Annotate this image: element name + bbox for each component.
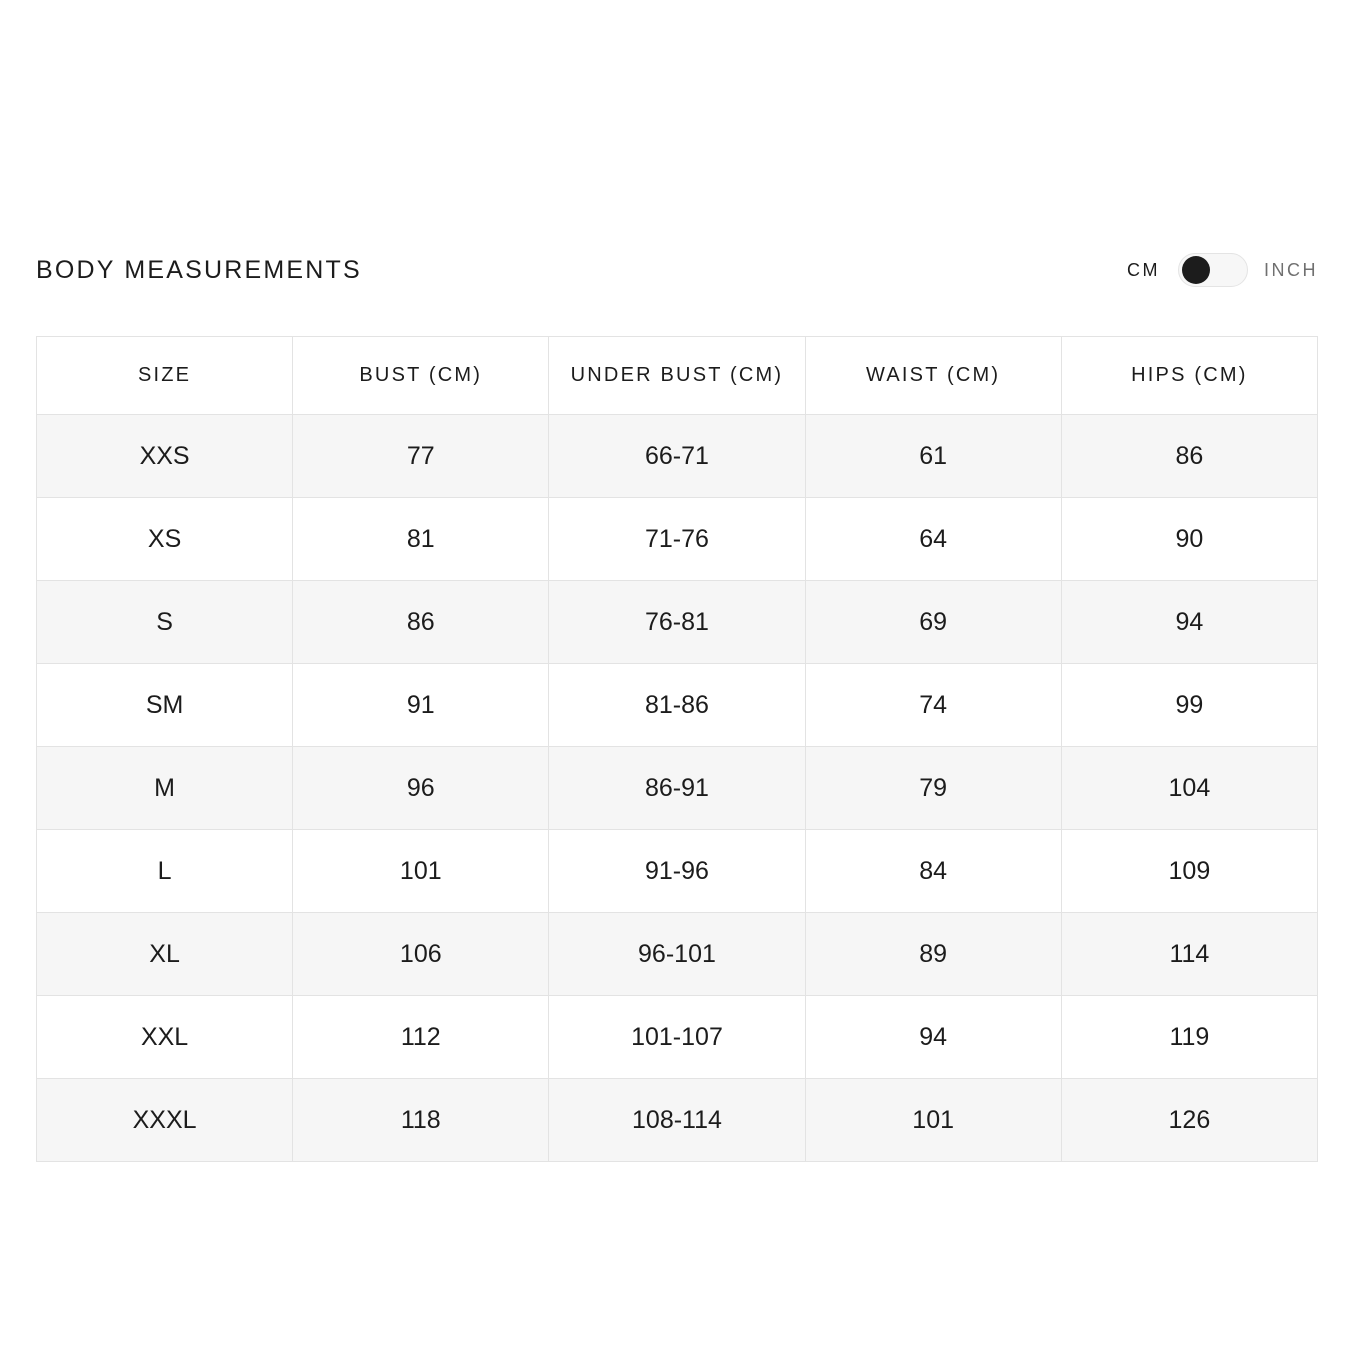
table-row [37, 1079, 1318, 1162]
cell-bust: 86 [293, 581, 549, 664]
cell-under-bust: 96-101 [549, 913, 805, 996]
cell-hips: 114 [1061, 913, 1317, 996]
cell-size: XXS [37, 415, 293, 498]
cell-waist: 69 [805, 581, 1061, 664]
cell-waist: 101 [805, 1079, 1061, 1162]
table-row [37, 913, 1318, 996]
cell-waist: 89 [805, 913, 1061, 996]
cell-waist: 84 [805, 830, 1061, 913]
cell-bust: 96 [293, 747, 549, 830]
cell-hips: 90 [1061, 498, 1317, 581]
column-header-size: SIZE [37, 337, 293, 415]
unit-label-inch[interactable]: INCH [1264, 259, 1318, 280]
cell-bust: 91 [293, 664, 549, 747]
unit-toggle [1127, 253, 1318, 287]
cell-size: XXL [37, 996, 293, 1079]
cell-size: XS [37, 498, 293, 581]
cell-size: L [37, 830, 293, 913]
cell-under-bust: 76-81 [549, 581, 805, 664]
page-title: BODY MEASUREMENTS [36, 255, 362, 284]
size-chart-table [36, 336, 1318, 1162]
table-row [37, 830, 1318, 913]
cell-under-bust: 91-96 [549, 830, 805, 913]
cell-bust: 112 [293, 996, 549, 1079]
unit-switch[interactable] [1178, 253, 1248, 287]
cell-bust: 77 [293, 415, 549, 498]
cell-size: SM [37, 664, 293, 747]
cell-hips: 109 [1061, 830, 1317, 913]
cell-size: XXXL [37, 1079, 293, 1162]
switch-knob [1182, 256, 1210, 284]
cell-hips: 126 [1061, 1079, 1317, 1162]
cell-waist: 79 [805, 747, 1061, 830]
cell-hips: 86 [1061, 415, 1317, 498]
column-header-waist: WAIST (CM) [805, 337, 1061, 415]
cell-waist: 74 [805, 664, 1061, 747]
table-row [37, 664, 1318, 747]
cell-bust: 101 [293, 830, 549, 913]
cell-size: S [37, 581, 293, 664]
table-header-row [37, 337, 1318, 415]
table-row [37, 996, 1318, 1079]
cell-hips: 94 [1061, 581, 1317, 664]
column-header-bust: BUST (CM) [293, 337, 549, 415]
cell-under-bust: 108-114 [549, 1079, 805, 1162]
cell-hips: 119 [1061, 996, 1317, 1079]
cell-under-bust: 86-91 [549, 747, 805, 830]
measurements-header [36, 248, 1318, 292]
table-row [37, 498, 1318, 581]
column-header-under-bust: UNDER BUST (CM) [549, 337, 805, 415]
table-row [37, 415, 1318, 498]
table-row [37, 747, 1318, 830]
cell-under-bust: 101-107 [549, 996, 805, 1079]
cell-waist: 61 [805, 415, 1061, 498]
column-header-hips: HIPS (CM) [1061, 337, 1317, 415]
cell-hips: 99 [1061, 664, 1317, 747]
cell-bust: 81 [293, 498, 549, 581]
cell-waist: 94 [805, 996, 1061, 1079]
cell-bust: 118 [293, 1079, 549, 1162]
cell-size: XL [37, 913, 293, 996]
cell-under-bust: 81-86 [549, 664, 805, 747]
cell-under-bust: 66-71 [549, 415, 805, 498]
cell-waist: 64 [805, 498, 1061, 581]
cell-under-bust: 71-76 [549, 498, 805, 581]
unit-label-cm[interactable]: CM [1127, 259, 1160, 280]
table-row [37, 581, 1318, 664]
cell-bust: 106 [293, 913, 549, 996]
cell-size: M [37, 747, 293, 830]
cell-hips: 104 [1061, 747, 1317, 830]
